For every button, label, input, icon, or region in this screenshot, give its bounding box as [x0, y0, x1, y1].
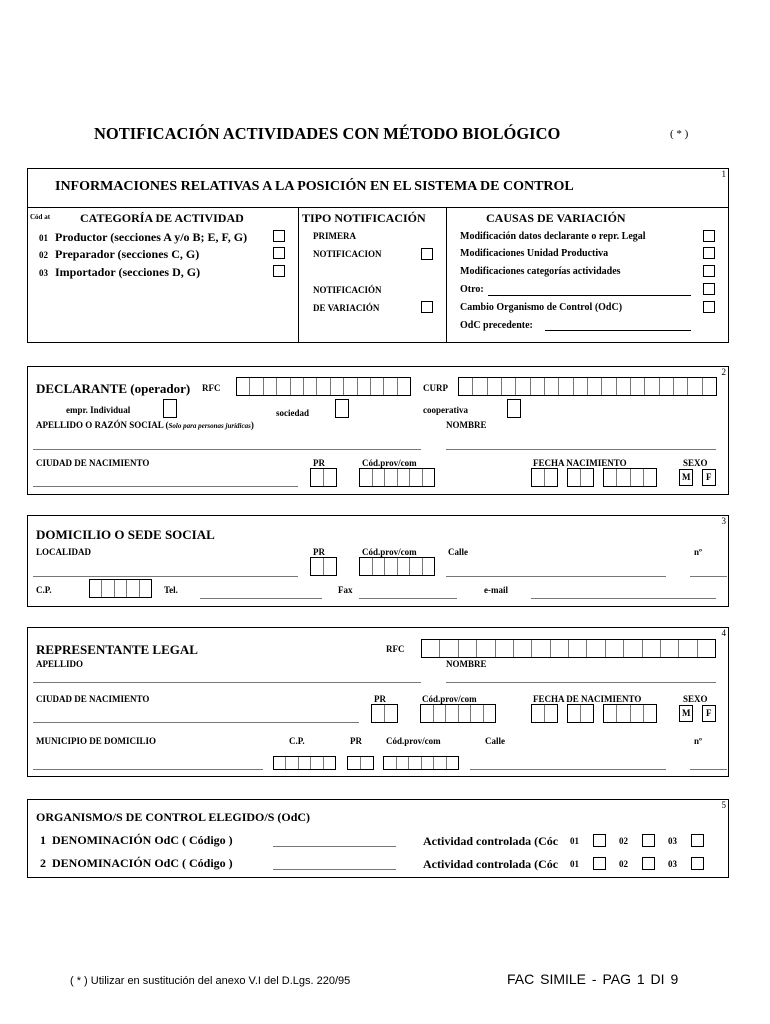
nombre-field[interactable]	[446, 449, 716, 450]
codprov-input[interactable]	[359, 468, 435, 487]
causa-label: Modificación datos declarante o repr. Legal	[460, 231, 646, 242]
code-02-label: 02	[619, 836, 628, 846]
organismos-title: ORGANISMO/S DE CONTROL ELEGIDO/S (OdC)	[36, 810, 311, 824]
row-number: 2	[40, 856, 46, 870]
column-divider	[446, 207, 447, 343]
fecha-label: FECHA DE NACIMIENTO	[533, 694, 642, 704]
declarante-title: DECLARANTE (operador)	[36, 381, 191, 396]
section-number: 2	[721, 367, 726, 377]
codprov-label: Cód.prov/com	[362, 458, 417, 468]
title-mark: ( * )	[670, 128, 689, 140]
codprov-input[interactable]	[420, 704, 496, 723]
code-03-label: 03	[668, 859, 677, 869]
category-checkbox[interactable]	[273, 247, 285, 259]
representante-title: REPRESENTANTE LEGAL	[36, 642, 198, 657]
fax-field[interactable]	[359, 598, 457, 599]
category-code: 03	[39, 268, 48, 278]
code-02-checkbox[interactable]	[642, 834, 655, 847]
codprov-label: Cód.prov/com	[362, 547, 417, 557]
apellido-field[interactable]	[33, 449, 421, 450]
causa-checkbox[interactable]	[703, 283, 715, 295]
fax-label: Fax	[338, 585, 353, 595]
denominacion-field[interactable]	[273, 846, 396, 847]
otro-field[interactable]	[488, 295, 691, 296]
causa-label: Otro:	[460, 284, 484, 295]
calle-label: Calle	[448, 547, 468, 557]
localidad-label: LOCALIDAD	[36, 547, 92, 557]
category-header: CATEGORÍA DE ACTIVIDAD	[80, 211, 244, 225]
code-01-label: 01	[570, 836, 579, 846]
code-03-label: 03	[668, 836, 677, 846]
ciudad-field[interactable]	[33, 486, 298, 487]
actividad-label: Actividad controlada (Cóc	[423, 857, 559, 871]
variacion-label: NOTIFICACIÓN	[313, 285, 382, 295]
causas-header: CAUSAS DE VARIACIÓN	[486, 211, 626, 225]
ciudad-label: CIUDAD DE NACIMIENTO	[36, 458, 150, 468]
localidad-field[interactable]	[33, 576, 298, 577]
page-title: NOTIFICACIÓN ACTIVIDADES CON MÉTODO BIOLÓGICO	[94, 124, 561, 143]
email-field[interactable]	[531, 598, 716, 599]
apellido-field[interactable]	[33, 682, 421, 683]
page-number: FAC SIMILE - PAG 1 DI 9	[507, 971, 679, 987]
code-03-checkbox[interactable]	[691, 834, 704, 847]
section-number: 3	[721, 516, 726, 526]
fecha-label: FECHA NACIMIENTO	[533, 458, 627, 468]
causa-checkbox[interactable]	[703, 247, 715, 259]
odc-precedente-field[interactable]	[545, 330, 691, 331]
sexo-m-checkbox[interactable]	[679, 705, 693, 722]
code-02-checkbox[interactable]	[642, 857, 655, 870]
column-divider	[298, 207, 299, 343]
apellido-label	[36, 420, 254, 430]
codprov-input[interactable]	[359, 557, 435, 576]
rfc-input[interactable]	[421, 639, 716, 658]
email-label: e-mail	[484, 585, 508, 595]
sexo-f-checkbox[interactable]	[702, 469, 716, 486]
no-label: nº	[694, 547, 702, 557]
cp-label: C.P.	[289, 736, 305, 746]
section-number: 1	[721, 169, 726, 179]
calle-field[interactable]	[446, 576, 666, 577]
rfc-label: RFC	[202, 383, 221, 393]
primera-label: PRIMERA	[313, 231, 356, 241]
odc-row	[40, 833, 233, 848]
fecha-day-input[interactable]	[531, 468, 558, 487]
pr-input[interactable]	[310, 468, 337, 487]
pr-label: PR	[313, 547, 325, 557]
sexo-m-label: M	[682, 708, 691, 718]
rfc-label: RFC	[386, 644, 405, 654]
sexo-label: SEXO	[683, 694, 708, 704]
variacion-label: DE VARIACIÓN	[313, 303, 380, 313]
pr-label: PR	[350, 736, 362, 746]
category-label: Importador (secciones D, G)	[55, 265, 201, 279]
variacion-checkbox[interactable]	[421, 301, 433, 313]
cp-input[interactable]	[89, 579, 152, 598]
denominacion-label: DENOMINACIÓN OdC ( Código )	[52, 833, 233, 847]
cod-at-label: Cód at	[30, 213, 51, 221]
sexo-f-checkbox[interactable]	[702, 705, 716, 722]
cooperativa-checkbox[interactable]	[507, 399, 521, 418]
sociedad-label: sociedad	[276, 408, 310, 418]
category-label: Preparador (secciones C, G)	[55, 247, 200, 261]
odc-row	[40, 856, 233, 871]
primera-checkbox[interactable]	[421, 248, 433, 260]
cp-input[interactable]	[273, 756, 336, 770]
section-1-divider	[27, 207, 729, 208]
apellido-label: APELLIDO	[36, 659, 84, 669]
pr-input[interactable]	[371, 704, 398, 723]
section-number: 4	[721, 628, 726, 638]
tel-field[interactable]	[200, 598, 322, 599]
sexo-label: SEXO	[683, 458, 708, 468]
footer-note: ( * ) Utilizar en sustitución del anexo V.I del D.Lgs. 220/95	[70, 975, 351, 987]
sexo-m-label: M	[682, 472, 691, 482]
cp-label: C.P.	[36, 585, 52, 595]
sexo-f-label: F	[706, 708, 712, 718]
pr-label: PR	[374, 694, 386, 704]
denominacion-field[interactable]	[273, 869, 396, 870]
category-code: 02	[39, 250, 48, 260]
section-1-title: INFORMACIONES RELATIVAS A LA POSICIÓN EN EL SISTEMA DE CONTROL	[55, 179, 574, 194]
codprov-label: Cód.prov/com	[386, 736, 441, 746]
causa-label: OdC precedente:	[460, 320, 533, 331]
nombre-field[interactable]	[446, 682, 716, 683]
category-label: Productor (secciones A y/o B; E, F, G)	[55, 230, 248, 244]
no-field[interactable]	[690, 576, 727, 577]
calle-label: Calle	[485, 736, 505, 746]
empr-checkbox[interactable]	[163, 399, 177, 418]
fecha-year-input[interactable]	[603, 704, 657, 723]
apellido-close: )	[250, 420, 254, 430]
curp-label: CURP	[423, 383, 448, 393]
nombre-label: NOMBRE	[446, 420, 487, 430]
code-02-label: 02	[619, 859, 628, 869]
apellido-note: Solo para personas jurídicas	[168, 422, 251, 430]
actividad-label: Actividad controlada (Cóc	[423, 834, 559, 848]
empr-label: empr. Individual	[66, 405, 131, 415]
domicilio-title: DOMICILIO O SEDE SOCIAL	[36, 527, 215, 542]
tel-label: Tel.	[164, 585, 178, 595]
fecha-month-input[interactable]	[567, 704, 594, 723]
code-03-checkbox[interactable]	[691, 857, 704, 870]
causa-label: Modificaciones Unidad Productiva	[460, 248, 609, 259]
tipo-header: TIPO NOTIFICACIÓN	[302, 211, 426, 225]
fecha-month-input[interactable]	[567, 468, 594, 487]
causa-label: Modificaciones categorías actividades	[460, 266, 621, 277]
category-checkbox[interactable]	[273, 230, 285, 242]
causa-checkbox[interactable]	[703, 265, 715, 277]
code-01-checkbox[interactable]	[593, 857, 606, 870]
no-field[interactable]	[690, 769, 727, 770]
category-code: 01	[39, 233, 48, 243]
fecha-year-input[interactable]	[603, 468, 657, 487]
apellido-text: APELLIDO O RAZÓN SOCIAL (	[36, 420, 169, 430]
pr-label: PR	[313, 458, 325, 468]
nombre-label: NOMBRE	[446, 659, 487, 669]
causa-checkbox[interactable]	[703, 301, 715, 313]
sexo-m-checkbox[interactable]	[679, 469, 693, 486]
no-label: nº	[694, 736, 702, 746]
ciudad-field[interactable]	[33, 722, 359, 723]
causa-checkbox[interactable]	[703, 230, 715, 242]
ciudad-label: CIUDAD DE NACIMIENTO	[36, 694, 150, 704]
code-01-label: 01	[570, 859, 579, 869]
pr-input[interactable]	[347, 756, 374, 770]
fecha-day-input[interactable]	[531, 704, 558, 723]
denominacion-label: DENOMINACIÓN OdC ( Código )	[52, 856, 233, 870]
codprov-label: Cód.prov/com	[422, 694, 477, 704]
codprov-input[interactable]	[383, 756, 459, 770]
primera-label: NOTIFICACION	[313, 249, 382, 259]
section-number: 5	[721, 800, 726, 810]
category-checkbox[interactable]	[273, 265, 285, 277]
code-01-checkbox[interactable]	[593, 834, 606, 847]
causa-label: Cambio Organismo de Control (OdC)	[460, 302, 623, 313]
rfc-input[interactable]	[236, 377, 411, 396]
sexo-f-label: F	[706, 472, 712, 482]
curp-input[interactable]	[458, 377, 717, 396]
calle-field[interactable]	[470, 769, 666, 770]
row-number: 1	[40, 833, 46, 847]
municipio-label: MUNICIPIO DE DOMICILIO	[36, 736, 157, 746]
cooperativa-label: cooperativa	[423, 405, 468, 415]
municipio-field[interactable]	[33, 769, 263, 770]
pr-input[interactable]	[310, 557, 337, 576]
sociedad-checkbox[interactable]	[335, 399, 349, 418]
